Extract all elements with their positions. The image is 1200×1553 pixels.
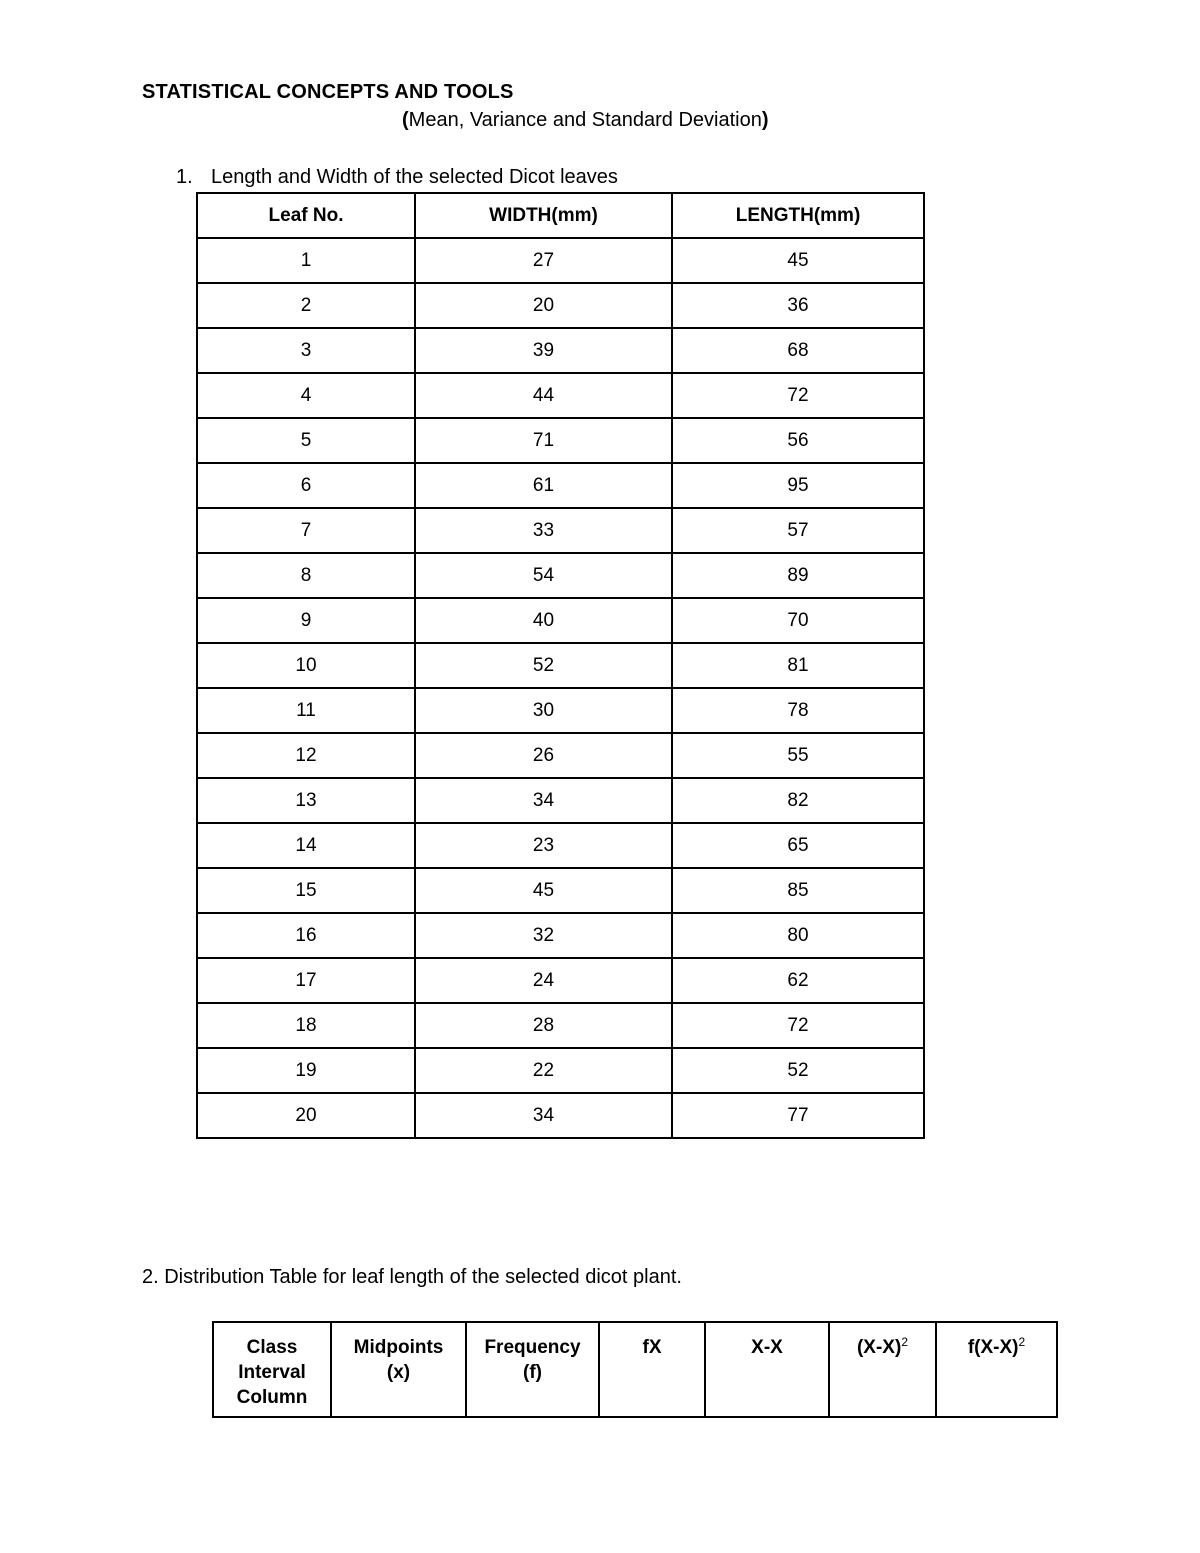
leaf-no-cell: 1 xyxy=(197,238,415,283)
width-cell: 54 xyxy=(415,553,672,598)
frequency-line-2: (f) xyxy=(523,1362,542,1383)
frequency-header xyxy=(466,1322,599,1417)
class-interval-header xyxy=(213,1322,331,1417)
table-row xyxy=(197,463,924,508)
width-cell: 24 xyxy=(415,958,672,1003)
leaf-no-cell: 8 xyxy=(197,553,415,598)
length-cell: 65 xyxy=(672,823,924,868)
width-cell: 22 xyxy=(415,1048,672,1093)
class-interval-line-3: Column xyxy=(236,1387,308,1408)
length-cell: 81 xyxy=(672,643,924,688)
length-cell: 70 xyxy=(672,598,924,643)
length-cell: 95 xyxy=(672,463,924,508)
table-row xyxy=(197,913,924,958)
width-cell: 61 xyxy=(415,463,672,508)
length-cell: 62 xyxy=(672,958,924,1003)
leaf-measurements-table xyxy=(196,192,925,1139)
width-cell: 34 xyxy=(415,778,672,823)
table-row xyxy=(197,508,924,553)
table-row xyxy=(197,373,924,418)
table-row xyxy=(197,328,924,373)
length-cell: 80 xyxy=(672,913,924,958)
table-header-row xyxy=(197,193,924,238)
width-cell: 26 xyxy=(415,733,672,778)
width-cell: 40 xyxy=(415,598,672,643)
width-cell: 23 xyxy=(415,823,672,868)
leaf-no-cell: 4 xyxy=(197,373,415,418)
document-title: STATISTICAL CONCEPTS AND TOOLS xyxy=(142,81,514,103)
length-cell: 85 xyxy=(672,868,924,913)
length-cell: 89 xyxy=(672,553,924,598)
width-cell: 33 xyxy=(415,508,672,553)
squared-deviation-base: (X-X) xyxy=(856,1337,902,1358)
document-subtitle xyxy=(402,109,769,132)
subtitle-close-paren: ) xyxy=(761,109,769,131)
leaf-no-cell: 19 xyxy=(197,1048,415,1093)
leaf-no-cell: 20 xyxy=(197,1093,415,1138)
table-row xyxy=(197,778,924,823)
width-cell: 44 xyxy=(415,373,672,418)
table-row xyxy=(197,238,924,283)
width-cell: 45 xyxy=(415,868,672,913)
table-row xyxy=(197,958,924,1003)
midpoints-line-1: Midpoints xyxy=(353,1337,444,1358)
section-1-heading xyxy=(176,166,618,189)
width-cell: 30 xyxy=(415,688,672,733)
width-cell: 32 xyxy=(415,913,672,958)
width-cell: 34 xyxy=(415,1093,672,1138)
leaf-no-cell: 16 xyxy=(197,913,415,958)
width-cell: 71 xyxy=(415,418,672,463)
table-row xyxy=(197,1093,924,1138)
leaf-no-cell: 10 xyxy=(197,643,415,688)
width-cell: 20 xyxy=(415,283,672,328)
length-cell: 78 xyxy=(672,688,924,733)
length-cell: 36 xyxy=(672,283,924,328)
class-interval-line-1: Class xyxy=(246,1337,298,1358)
distribution-header-row xyxy=(213,1322,1057,1417)
table-row xyxy=(197,733,924,778)
length-cell: 72 xyxy=(672,1003,924,1048)
leaf-no-cell: 13 xyxy=(197,778,415,823)
length-cell: 56 xyxy=(672,418,924,463)
table-row xyxy=(197,688,924,733)
f-squared-deviation-exponent: 2 xyxy=(1018,1335,1026,1349)
table-row xyxy=(197,1048,924,1093)
table-row xyxy=(197,1003,924,1048)
leaf-no-cell: 7 xyxy=(197,508,415,553)
length-cell: 45 xyxy=(672,238,924,283)
squared-deviation-header xyxy=(829,1322,936,1417)
leaf-no-cell: 9 xyxy=(197,598,415,643)
width-header: WIDTH(mm) xyxy=(415,193,672,238)
table-row xyxy=(197,643,924,688)
x-minus-x-header: X-X xyxy=(705,1322,829,1417)
section-2-heading: 2. Distribution Table for leaf length of the selected dicot plant. xyxy=(142,1266,682,1288)
leaf-no-header: Leaf No. xyxy=(197,193,415,238)
width-cell: 28 xyxy=(415,1003,672,1048)
f-squared-deviation-header xyxy=(936,1322,1057,1417)
length-cell: 55 xyxy=(672,733,924,778)
width-cell: 27 xyxy=(415,238,672,283)
midpoints-line-2: (x) xyxy=(386,1362,411,1383)
width-cell: 39 xyxy=(415,328,672,373)
table-row xyxy=(197,553,924,598)
subtitle-open-paren: ( xyxy=(402,109,409,131)
leaf-no-cell: 14 xyxy=(197,823,415,868)
section-1-heading-text: Length and Width of the selected Dicot leaves xyxy=(211,166,618,188)
subtitle-text: Mean, Variance and Standard Deviation xyxy=(408,109,762,131)
frequency-line-1: Frequency xyxy=(484,1337,581,1358)
midpoints-header xyxy=(331,1322,466,1417)
f-squared-deviation-base: f(X-X) xyxy=(967,1337,1019,1358)
leaf-no-cell: 18 xyxy=(197,1003,415,1048)
length-cell: 68 xyxy=(672,328,924,373)
length-cell: 82 xyxy=(672,778,924,823)
leaf-no-cell: 5 xyxy=(197,418,415,463)
width-cell: 52 xyxy=(415,643,672,688)
section-1-number: 1. xyxy=(176,166,193,188)
length-cell: 72 xyxy=(672,373,924,418)
leaf-table-body xyxy=(197,238,924,1138)
class-interval-line-2: Interval xyxy=(238,1362,306,1383)
leaf-no-cell: 2 xyxy=(197,283,415,328)
distribution-table xyxy=(212,1321,1058,1418)
table-row xyxy=(197,598,924,643)
squared-deviation-exponent: 2 xyxy=(901,1335,908,1349)
leaf-no-cell: 11 xyxy=(197,688,415,733)
leaf-no-cell: 3 xyxy=(197,328,415,373)
leaf-no-cell: 6 xyxy=(197,463,415,508)
fx-header: fX xyxy=(599,1322,705,1417)
leaf-no-cell: 17 xyxy=(197,958,415,1003)
table-row xyxy=(197,868,924,913)
table-row xyxy=(197,418,924,463)
length-cell: 77 xyxy=(672,1093,924,1138)
length-cell: 52 xyxy=(672,1048,924,1093)
leaf-no-cell: 12 xyxy=(197,733,415,778)
length-header: LENGTH(mm) xyxy=(672,193,924,238)
leaf-no-cell: 15 xyxy=(197,868,415,913)
length-cell: 57 xyxy=(672,508,924,553)
table-row xyxy=(197,283,924,328)
table-row xyxy=(197,823,924,868)
